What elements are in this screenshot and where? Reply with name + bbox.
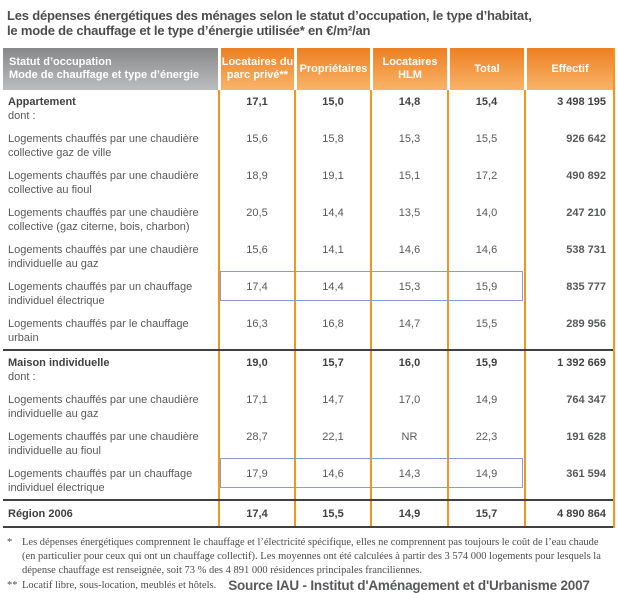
cell-value: 15,7 — [447, 501, 524, 526]
header-line2: Mode de chauffage et type d’énergie — [9, 69, 200, 81]
row-label: Logements chauffés par une chaudière collective (gaz citerne, bois, charbon) — [8, 207, 199, 233]
header-line1: Statut d’occupation — [9, 56, 112, 68]
cell-value: 14,9 — [447, 388, 524, 425]
cell-value: 17,1 — [218, 388, 294, 425]
cell-value: 16,8 — [294, 312, 370, 349]
cell-effectif: 247 210 — [524, 201, 613, 238]
cell-value: 17,9 — [218, 462, 294, 499]
cell-value: 16,3 — [218, 312, 294, 349]
cell-value: 15,1 — [370, 164, 447, 201]
energy-expenses-table — [3, 48, 615, 528]
cell-value: 15,5 — [294, 501, 370, 526]
cell-value: 14,7 — [294, 388, 370, 425]
cell-value: 15,0 — [294, 90, 370, 127]
table-row-highlighted — [3, 275, 613, 312]
table-row — [3, 312, 613, 349]
cell-value: 14,7 — [370, 312, 447, 349]
cell-value: 15,6 — [218, 127, 294, 164]
cell-effectif: 361 594 — [524, 462, 613, 499]
cell-value: 19,0 — [218, 351, 294, 388]
cell-value: 14,6 — [370, 238, 447, 275]
cell-value: 17,4 — [218, 275, 294, 312]
cell-value: 15,3 — [370, 275, 447, 312]
header-total: Total — [447, 48, 524, 90]
table-row-appartement — [3, 90, 613, 127]
table-row — [3, 425, 613, 462]
cell-value: 15,6 — [218, 238, 294, 275]
cell-value: 18,9 — [218, 164, 294, 201]
header-proprietaires: Propriétaires — [294, 48, 370, 90]
cell-value: 17,2 — [447, 164, 524, 201]
cell-effectif: 191 628 — [524, 425, 613, 462]
footnote-2-marker: ** — [7, 580, 18, 591]
table-row — [3, 164, 613, 201]
page-title — [7, 8, 611, 38]
cell-value: 17,1 — [218, 90, 294, 127]
cell-effectif: 4 890 864 — [524, 501, 613, 526]
cell-value: 15,4 — [447, 90, 524, 127]
row-sublabel: dont : — [8, 371, 36, 383]
footnote-1 — [7, 536, 613, 578]
source-credit: Source IAU - Institut d'Aménagement et d'Urbanisme 2007 — [228, 578, 590, 593]
table-row-maison-individuelle — [3, 349, 613, 388]
cell-value: 15,9 — [447, 275, 524, 312]
row-label: Logements chauffés par une chaudière individuelle au fioul — [8, 431, 199, 457]
cell-value: 15,5 — [447, 312, 524, 349]
table-row-highlighted — [3, 462, 613, 499]
title-line2: le mode de chauffage et le type d’énergie utilisée* en €/m²/an — [7, 23, 371, 38]
cell-effectif: 490 892 — [524, 164, 613, 201]
row-label: Logements chauffés par un chauffage individuel électrique — [8, 468, 193, 494]
cell-value: 28,7 — [218, 425, 294, 462]
table-row-region-2006 — [3, 499, 613, 528]
row-label: Logements chauffés par une chaudière individuelle au gaz — [8, 394, 199, 420]
row-label: Logements chauffés par une chaudière collective gaz de ville — [8, 133, 199, 159]
table-row — [3, 388, 613, 425]
row-label: Appartement — [8, 96, 76, 108]
cell-value: 14,9 — [447, 462, 524, 499]
row-label: Logements chauffés par une chaudière individuelle au gaz — [8, 244, 199, 270]
cell-value: 17,4 — [218, 501, 294, 526]
cell-effectif: 289 956 — [524, 312, 613, 349]
table-header-row — [3, 48, 613, 90]
cell-effectif: 538 731 — [524, 238, 613, 275]
header-effectif: Effectif — [524, 48, 613, 90]
cell-value: 15,8 — [294, 127, 370, 164]
cell-effectif: 3 498 195 — [524, 90, 613, 127]
cell-effectif: 1 392 669 — [524, 351, 613, 388]
row-label: Logements chauffés par le chauffage urbain — [8, 318, 189, 344]
table-row — [3, 127, 613, 164]
cell-value: 19,1 — [294, 164, 370, 201]
cell-value: 14,9 — [370, 501, 447, 526]
footnote-1-text: Les dépenses énergétiques comprennent le chauffage et l’électricité spécifique, elles ne comprennent pas toujours le coût de l’eau chaude (en particulier pour ceux qui ont un chauffage collectif). Les moyennes ont été calculées à partir des 3 574 000 logements pour lesquels la dépense chauffage est renseignée, soit 73 % des 4 891 000 résidences principales franciliennes. — [22, 537, 601, 576]
cell-value: 16,0 — [370, 351, 447, 388]
footnote-2 — [7, 579, 216, 593]
cell-value: 14,6 — [294, 462, 370, 499]
cell-value: 13,5 — [370, 201, 447, 238]
cell-effectif: 764 347 — [524, 388, 613, 425]
title-line1: Les dépenses énergétiques des ménages selon le statut d’occupation, le type d’habitat, — [7, 8, 532, 23]
cell-value: 15,9 — [447, 351, 524, 388]
cell-value: 20,5 — [218, 201, 294, 238]
cell-value: 15,5 — [447, 127, 524, 164]
footnote-2-text: Locatif libre, sous-location, meublés et hôtels. — [22, 580, 217, 591]
cell-value: 14,4 — [294, 275, 370, 312]
cell-value: 14,8 — [370, 90, 447, 127]
row-sublabel: dont : — [8, 110, 36, 122]
cell-value: 14,3 — [370, 462, 447, 499]
row-label: Maison individuelle — [8, 357, 110, 369]
cell-value: 22,1 — [294, 425, 370, 462]
cell-value: 15,7 — [294, 351, 370, 388]
cell-value: NR — [370, 425, 447, 462]
cell-value: 22,3 — [447, 425, 524, 462]
cell-value: 14,6 — [447, 238, 524, 275]
header-locataires-parc-prive: Locataires du parc privé** — [218, 48, 294, 90]
footnote-1-marker: * — [7, 537, 13, 548]
row-label: Région 2006 — [8, 508, 73, 520]
cell-effectif: 835 777 — [524, 275, 613, 312]
cell-value: 15,3 — [370, 127, 447, 164]
row-label: Logements chauffés par un chauffage individuel électrique — [8, 281, 193, 307]
footnote-source-line — [7, 579, 613, 593]
cell-value: 14,1 — [294, 238, 370, 275]
cell-effectif: 926 642 — [524, 127, 613, 164]
row-label: Logements chauffés par une chaudière collective au fioul — [8, 170, 199, 196]
header-statut-occupation — [3, 48, 218, 90]
table-row — [3, 201, 613, 238]
table-row — [3, 238, 613, 275]
cell-value: 17,0 — [370, 388, 447, 425]
header-locataires-hlm: Locataires HLM — [370, 48, 447, 90]
cell-value: 14,4 — [294, 201, 370, 238]
footnotes — [7, 536, 613, 593]
cell-value: 14,0 — [447, 201, 524, 238]
